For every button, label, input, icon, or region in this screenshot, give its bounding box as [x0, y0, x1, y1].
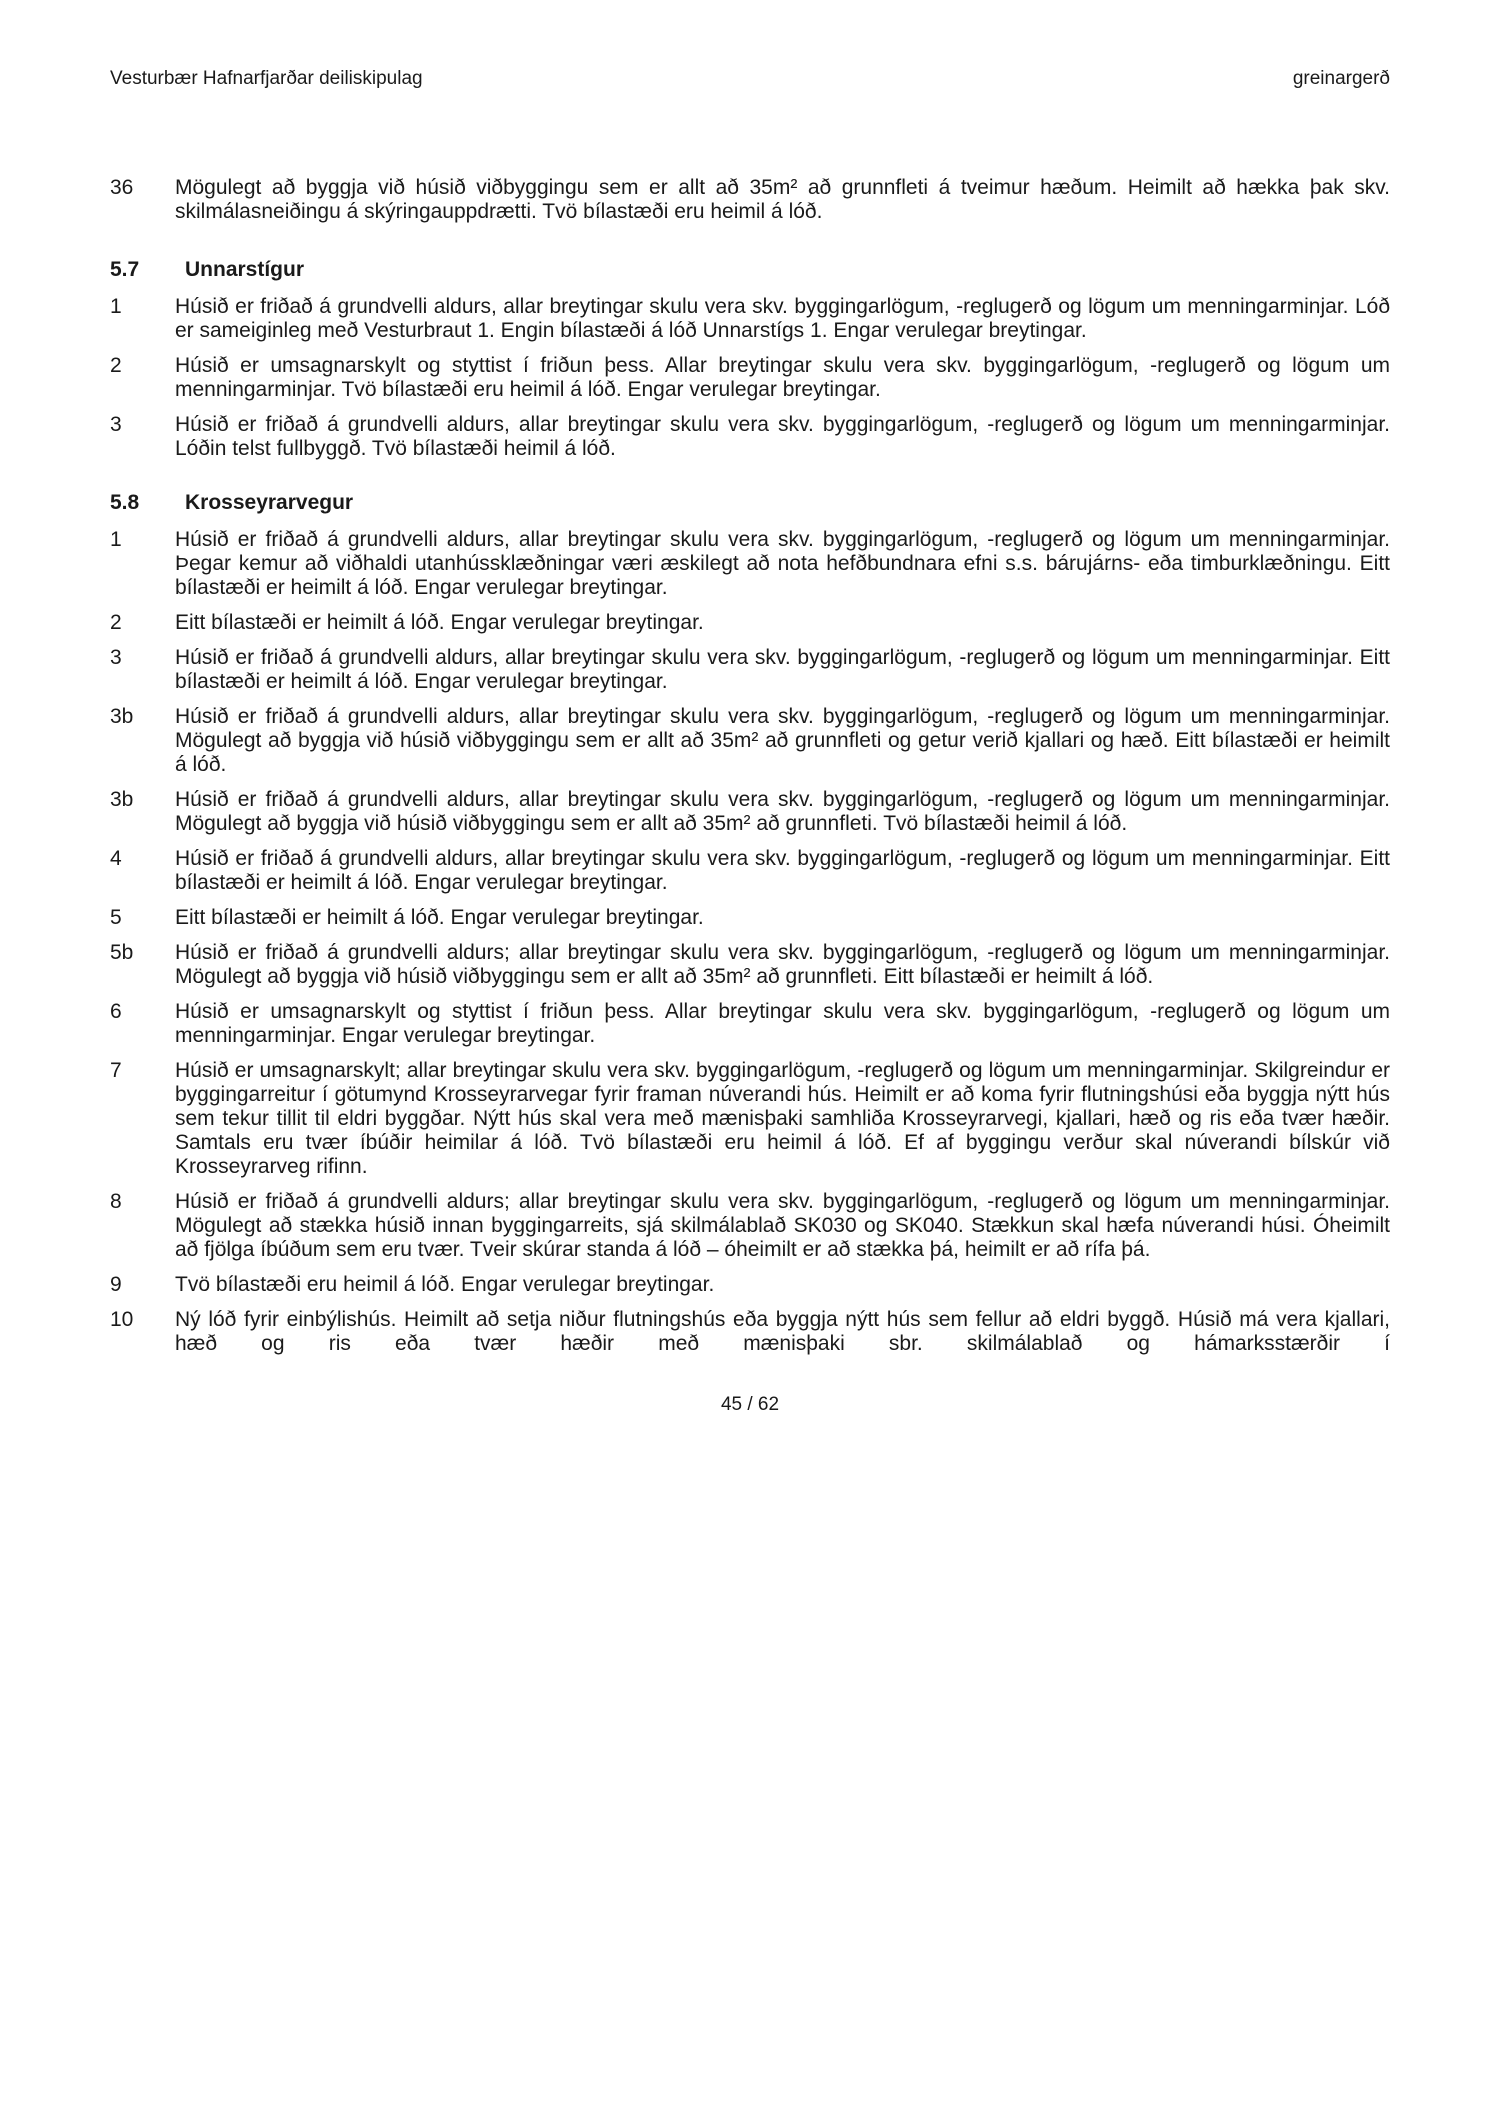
item-text: Eitt bílastæði er heimilt á lóð. Engar verulegar breytingar.: [175, 906, 704, 929]
list-item: [110, 528, 1390, 600]
item-number: 3b: [110, 705, 134, 728]
item-text: Húsið er umsagnarskylt og styttist í friðun þess. Allar breytingar skulu vera skv. byggingarlögum, -reglugerð og lögum um menningarminjar. Engar verulegar breytingar.: [175, 1000, 1390, 1047]
section-title: Unnarstígur: [185, 258, 305, 281]
item-number: 3: [110, 646, 122, 669]
item-number: 2: [110, 354, 122, 377]
list-item: [110, 847, 1390, 895]
item-number: 10: [110, 1308, 134, 1331]
item-text: Húsið er friðað á grundvelli aldurs, allar breytingar skulu vera skv. byggingarlögum, -reglugerð og lögum um menningarminjar. Lóðin telst fullbyggð. Tvö bílastæði heimil á lóð.: [175, 413, 1390, 460]
item-number: 3: [110, 413, 122, 436]
list-item: [110, 1000, 1390, 1048]
page-number: 45 / 62: [720, 1394, 780, 1415]
list-item: [110, 705, 1390, 777]
header-right-text: greinargerð: [1292, 68, 1390, 89]
list-item: [110, 413, 1390, 461]
section-number: 5.8: [110, 491, 140, 514]
list-item: [110, 1059, 1390, 1179]
list-item: [110, 788, 1390, 836]
section-heading-unnarstigur: [110, 258, 1390, 282]
document-content: [110, 176, 1390, 1356]
section-number: 5.7: [110, 258, 140, 281]
list-item: [110, 295, 1390, 343]
item-number: 7: [110, 1059, 122, 1082]
item-number: 5: [110, 906, 122, 929]
section-title: Krosseyrarvegur: [185, 491, 354, 514]
item-number: 2: [110, 611, 122, 634]
header-left-text: Vesturbær Hafnarfjarðar deiliskipulag: [110, 68, 423, 89]
item-text: Ný lóð fyrir einbýlishús. Heimilt að setja niður flutningshús eða byggja nýtt hús sem fellur að eldri byggð. Húsið má vera kjallari, hæð og ris eða tvær hæðir með mænisþaki sbr. skilmálablað og hámarksstærðir í: [175, 1308, 1390, 1355]
list-item: [110, 176, 1390, 224]
item-number: 4: [110, 847, 122, 870]
item-text: Húsið er umsagnarskylt og styttist í friðun þess. Allar breytingar skulu vera skv. byggingarlögum, -reglugerð og lögum um menningarminjar. Tvö bílastæði eru heimil á lóð. Engar verulegar breytingar.: [175, 354, 1390, 401]
item-text: Húsið er friðað á grundvelli aldurs, allar breytingar skulu vera skv. byggingarlögum, -reglugerð og lögum um menningarminjar. Mögulegt að byggja við húsið viðbyggingu sem er allt að 35m² að grunnfleti. Tvö bílastæði heimil á lóð.: [175, 788, 1390, 835]
item-number: 5b: [110, 941, 134, 964]
list-item: [110, 941, 1390, 989]
list-item: [110, 906, 1390, 930]
list-item: [110, 354, 1390, 402]
item-text: Húsið er umsagnarskylt; allar breytingar skulu vera skv. byggingarlögum, -reglugerð og lögum um menningarminjar. Skilgreindur er byggingarreitur í götumynd Krosseyrarvegar fyrir framan núverandi hús. Heimilt er að koma fyrir flutningshúsi eða byggja nýtt hús sem tekur tillit til eldri byggðar. Nýtt hús skal vera með mænisþaki samhliða Krosseyrarvegi, kjallari, hæð og ris eða tvær hæðir. Samtals eru tvær íbúðir heimilar á lóð. Tvö bílastæði eru heimil á lóð. Ef af byggingu verður skal núverandi bílskúr við Krosseyrarveg rifinn.: [175, 1059, 1390, 1178]
list-item: [110, 1190, 1390, 1262]
item-text: Húsið er friðað á grundvelli aldurs, allar breytingar skulu vera skv. byggingarlögum, -reglugerð og lögum um menningarminjar. Mögulegt að byggja við húsið viðbyggingu sem er allt að 35m² að grunnfleti og getur verið kjallari og hæð. Eitt bílastæði er heimilt á lóð.: [175, 705, 1390, 776]
item-text: Húsið er friðað á grundvelli aldurs, allar breytingar skulu vera skv. byggingarlögum, -reglugerð og lögum um menningarminjar. Eitt bílastæði er heimilt á lóð. Engar verulegar breytingar.: [175, 646, 1390, 693]
item-text: Húsið er friðað á grundvelli aldurs, allar breytingar skulu vera skv. byggingarlögum, -reglugerð og lögum um menningarminjar. Lóð er sameiginleg með Vesturbraut 1. Engin bílastæði á lóð Unnarstígs 1. Engar verulegar breytingar.: [175, 295, 1390, 342]
item-number: 9: [110, 1273, 122, 1296]
list-item: [110, 646, 1390, 694]
item-text: Húsið er friðað á grundvelli aldurs, allar breytingar skulu vera skv. byggingarlögum, -reglugerð og lögum um menningarminjar. Þegar kemur að viðhaldi utanhússklæðningar væri æskilegt að nota hefðbundnara efni s.s. bárujárns- eða timburklæðningu. Eitt bílastæði er heimilt á lóð. Engar verulegar breytingar.: [175, 528, 1390, 599]
list-item: [110, 1308, 1390, 1356]
item-number: 3b: [110, 788, 134, 811]
page-footer: [110, 1394, 1390, 1416]
item-text: Eitt bílastæði er heimilt á lóð. Engar verulegar breytingar.: [175, 611, 704, 634]
item-text: Húsið er friðað á grundvelli aldurs; allar breytingar skulu vera skv. byggingarlögum, -reglugerð og lögum um menningarminjar. Mögulegt að stækka húsið innan byggingarreits, sjá skilmálablað SK030 og SK040. Stækkun skal hæfa núverandi húsi. Óheimilt að fjölga íbúðum sem eru tvær. Tveir skúrar standa á lóð – óheimilt er að stækka þá, heimilt er að rífa þá.: [175, 1190, 1390, 1261]
item-number: 1: [110, 295, 122, 318]
item-number: 6: [110, 1000, 122, 1023]
item-text: Tvö bílastæði eru heimil á lóð. Engar verulegar breytingar.: [175, 1273, 715, 1296]
item-number: 1: [110, 528, 122, 551]
item-number: 36: [110, 176, 134, 199]
item-text: Húsið er friðað á grundvelli aldurs; allar breytingar skulu vera skv. byggingarlögum, -reglugerð og lögum um menningarminjar. Mögulegt að byggja við húsið viðbyggingu sem er allt að 35m² að grunnfleti. Eitt bílastæði er heimilt á lóð.: [175, 941, 1390, 988]
list-item: [110, 1273, 1390, 1297]
page-header: [110, 68, 1390, 90]
section-heading-krosseyrarvegur: [110, 491, 1390, 515]
item-text: Húsið er friðað á grundvelli aldurs, allar breytingar skulu vera skv. byggingarlögum, -reglugerð og lögum um menningarminjar. Eitt bílastæði er heimilt á lóð. Engar verulegar breytingar.: [175, 847, 1390, 894]
item-text: Mögulegt að byggja við húsið viðbyggingu sem er allt að 35m² að grunnfleti á tveimur hæðum. Heimilt að hækka þak skv. skilmálasneiðingu á skýringauppdrætti. Tvö bílastæði eru heimil á lóð.: [175, 176, 1390, 223]
item-number: 8: [110, 1190, 122, 1213]
list-item: [110, 611, 1390, 635]
